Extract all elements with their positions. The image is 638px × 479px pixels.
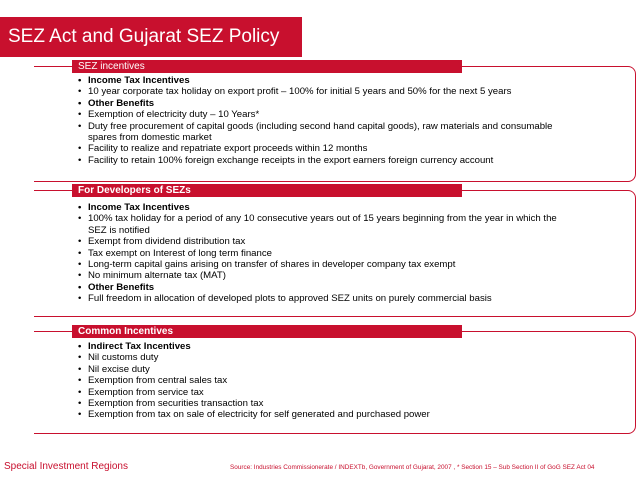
- list-item: • Full freedom in allocation of developed plots to approved SEZ units on purely commercial basis: [78, 293, 578, 304]
- sez-incentives-heading: SEZ incentives: [72, 60, 462, 73]
- list-item: • Income Tax Incentives: [78, 75, 578, 86]
- list-item: • 100% tax holiday for a period of any 10 consecutive years out of 15 years beginning from the year in which the SEZ is notified: [78, 213, 578, 236]
- list-item: • Long-term capital gains arising on transfer of shares in developer company tax exempt: [78, 259, 578, 270]
- common-incentives-heading: Common Incentives: [72, 325, 462, 338]
- list-item: • Nil excise duty: [78, 364, 578, 375]
- footer-source: Source: Industries Commissionerate / INDEXTb, Government of Gujarat, 2007 , * Section 15 – Sub Section II of GoG SEZ Act 04: [230, 464, 595, 471]
- sez-incentives-list: [78, 75, 578, 166]
- developer-incentives-heading: For Developers of SEZs: [72, 184, 462, 197]
- list-item: • Exempt from dividend distribution tax: [78, 236, 578, 247]
- list-item: • Nil customs duty: [78, 352, 578, 363]
- common-incentives-list: [78, 341, 578, 421]
- list-item: • No minimum alternate tax (MAT): [78, 270, 578, 281]
- list-item: • Income Tax Incentives: [78, 202, 578, 213]
- list-item: • 10 year corporate tax holiday on export profit – 100% for initial 5 years and 50% for the next 5 years: [78, 86, 578, 97]
- list-item: • Duty free procurement of capital goods (including second hand capital goods), raw materials and consumable spares from domestic market: [78, 121, 578, 144]
- developer-incentives-list: [78, 202, 578, 305]
- list-item: • Tax exempt on Interest of long term finance: [78, 248, 578, 259]
- list-item: • Exemption from service tax: [78, 387, 578, 398]
- footer-label: Special Investment Regions: [4, 461, 128, 472]
- list-item: • Exemption from securities transaction tax: [78, 398, 578, 409]
- list-item: • Facility to realize and repatriate export proceeds within 12 months: [78, 143, 578, 154]
- list-item: • Exemption from central sales tax: [78, 375, 578, 386]
- list-item: • Other Benefits: [78, 98, 578, 109]
- list-item: • Exemption from tax on sale of electricity for self generated and purchased power: [78, 409, 578, 420]
- page-title: SEZ Act and Gujarat SEZ Policy: [0, 17, 302, 57]
- list-item: • Indirect Tax Incentives: [78, 341, 578, 352]
- list-item: • Other Benefits: [78, 282, 578, 293]
- list-item: • Exemption of electricity duty – 10 Years*: [78, 109, 578, 120]
- list-item: • Facility to retain 100% foreign exchange receipts in the export earners foreign currency account: [78, 155, 578, 166]
